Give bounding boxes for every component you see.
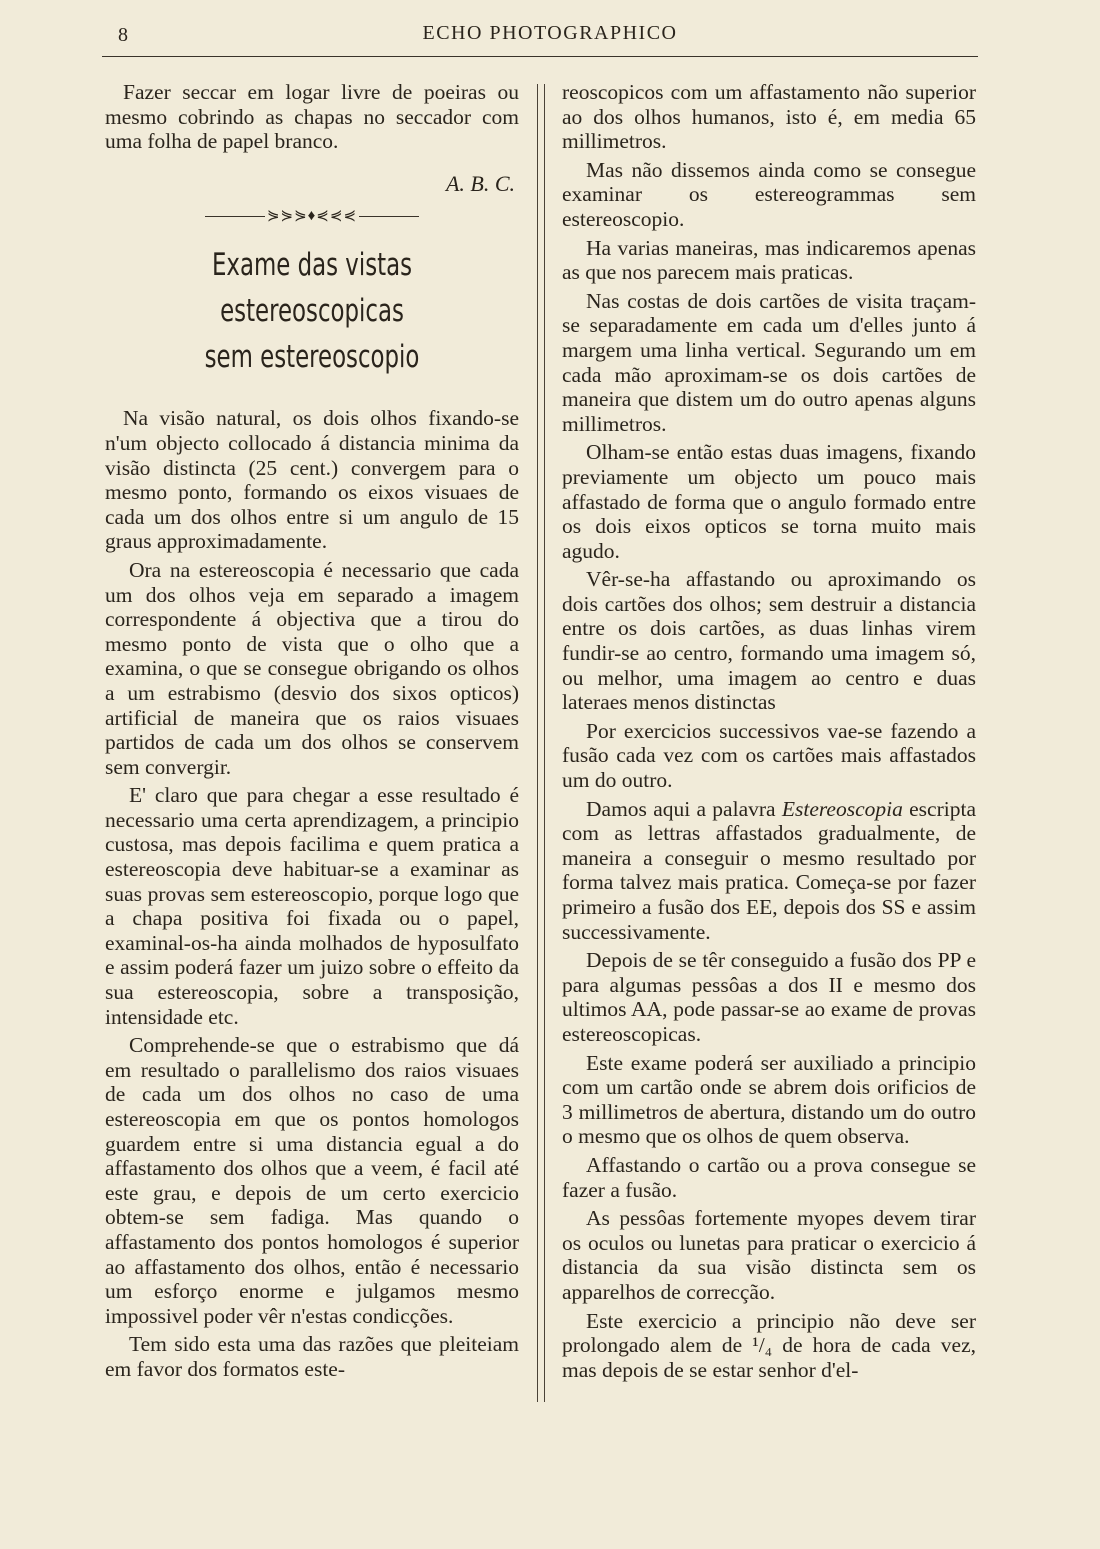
ornament-divider — [105, 206, 519, 226]
paragraph: Ora na estereoscopia é necessario que cada um dos olhos veja em separado a imagem correspondente á objectiva que a tirou do mesmo ponto de vista que o olho que a examina, o que se consegue obrigando os olhos a um estrabismo (desvio dos sixos opticos) artificial de maneira que os raios visuaes partidos de cada um dos olhos se conservem sem convergir. — [105, 557, 519, 779]
column-divider — [537, 84, 545, 1402]
text: de hora de cada vez, mas depois de se estar senhor d'el- — [562, 1333, 976, 1382]
paragraph: Este exame poderá ser auxiliado a principio com um cartão onde se abrem dois orificios de 3 millimetros de abertura, distando um do outro o mesmo que os olhos de quem observa. — [562, 1050, 976, 1149]
left-column — [105, 80, 519, 1386]
paragraph: As pessôas fortemente myopes devem tirar os oculos ou lunetas para praticar o exercicio á distancia da sua visão distincta sem os apparelhos de correcção. — [562, 1206, 976, 1304]
signature: A. B. C. — [445, 170, 515, 196]
text: Damos aqui a palavra — [586, 796, 782, 821]
running-title: ECHO PHOTOGRAPHICO — [422, 22, 678, 44]
paragraph: Mas não dissemos ainda como se consegue examinar os estereogrammas sem estereoscopio. — [562, 157, 976, 231]
paragraph: reoscopicos com um affastamento não superior ao dos olhos humanos, isto é, em media 65 millimetros. — [562, 80, 976, 154]
ornament-line-left — [205, 216, 265, 217]
paragraph-with-fraction — [562, 1309, 976, 1383]
paragraph: Comprehende-se que o estrabismo que dá em resultado o parallelismo dos raios visuaes de cada um dos olhos no caso de uma estereoscopia em que os pontos homologos guardem entre si uma distancia egual a do affastamento dos olhos que a veem, é facil até este grau, e depois de um certo exercicio obtem-se sem fadiga. Mas quando o affastamento dos pontos homologos é superior ao affastamento dos olhos, então é necessario um esforço enorme e julgamos mesmo impossivel poder vêr n'estas condicções. — [105, 1033, 519, 1328]
paragraph: Vêr-se-ha affastando ou aproximando os dois cartões dos olhos; sem destruir a distancia entre os dois cartões, as duas linhas virem fundir-se ao centro, formando uma imagem só, ou melhor, uma imagem ao centro e duas lateraes menos distinctas — [562, 567, 976, 715]
paragraph: E' claro que para chegar a esse resultado é necessario uma certa aprendizagem, a principio custosa, mas depois facilima e quem pratica a estereoscopia deve habituar-se a examinar as suas provas sem estereoscopio, porque logo que a chapa positiva foi fixada ou o papel, examinal-os-ha ainda molhados de hyposulfato e assim poderá fazer um juizo sobre o effeito da sua estereoscopia, sobre a transposição, intensidade etc. — [105, 783, 519, 1029]
paragraph: Tem sido esta uma das razões que pleiteiam em favor dos formatos este- — [105, 1332, 519, 1381]
ornament-glyphs: ⋟⋟⋟♦⋞⋞⋞ — [266, 208, 358, 225]
fraction: ¹/₄ — [752, 1333, 773, 1358]
right-column — [562, 80, 976, 1386]
paragraph-with-italic — [562, 797, 976, 945]
paragraph: Depois de se têr conseguido a fusão dos PP e para algumas pessôas a dos II e mesmo dos ultimos AA, pode passar-se ao exame de provas estereoscopicas. — [562, 948, 976, 1046]
paragraph: Na visão natural, os dois olhos fixando-se n'um objecto collocado á distancia minima da visão distincta (25 cent.) convergem para o mesmo ponto, formando os eixos visuaes de cada um dos olhos entre si um angulo de 15 graus approximadamente. — [105, 406, 519, 554]
paragraph: Ha varias maneiras, mas indicaremos apenas as que nos parecem mais praticas. — [562, 235, 976, 285]
paragraph: Affastando o cartão ou a prova consegue se fazer a fusão. — [562, 1152, 976, 1202]
paragraph: Olham-se então estas duas imagens, fixando previamente um objecto um pouco mais affastado de forma que o angulo formado entre os dois eixos opticos se torna muito mais agudo. — [562, 440, 976, 563]
page-number: 8 — [118, 24, 128, 46]
paragraph: Por exercicios successivos vae-se fazendo a fusão cada vez com os cartões mais affastados um do outro. — [562, 718, 976, 793]
intro-paragraph: Fazer seccar em logar livre de poeiras ou mesmo cobrindo as chapas no seccador com uma folha de papel branco. — [105, 80, 519, 154]
article-title — [142, 242, 481, 380]
text: Este exercicio a principio não deve ser prolongado alem de — [562, 1308, 976, 1358]
article-title-line-2: sem estereoscopio — [204, 339, 420, 376]
header-rule — [102, 56, 978, 57]
article-title-line-1: Exame das vistas estereoscopicas — [211, 247, 413, 330]
italic-word: Estereoscopia — [781, 796, 903, 821]
ornament-line-right — [359, 216, 419, 217]
paragraph: Nas costas de dois cartões de visita traçam-se separadamente em cada um d'elles junto á margem uma linha vertical. Segurando um em cada mão aproximam-se os dois cartões de maneira que distem um do outro apenas alguns millimetros. — [562, 288, 976, 436]
text: escripta com as lettras affastados gradualmente, de maneira a conseguir o mesmo resultado por forma talvez mais pratica. Começa-se por fazer primeiro a fusão dos EE, depois dos SS e assim successivamente. — [562, 796, 976, 944]
